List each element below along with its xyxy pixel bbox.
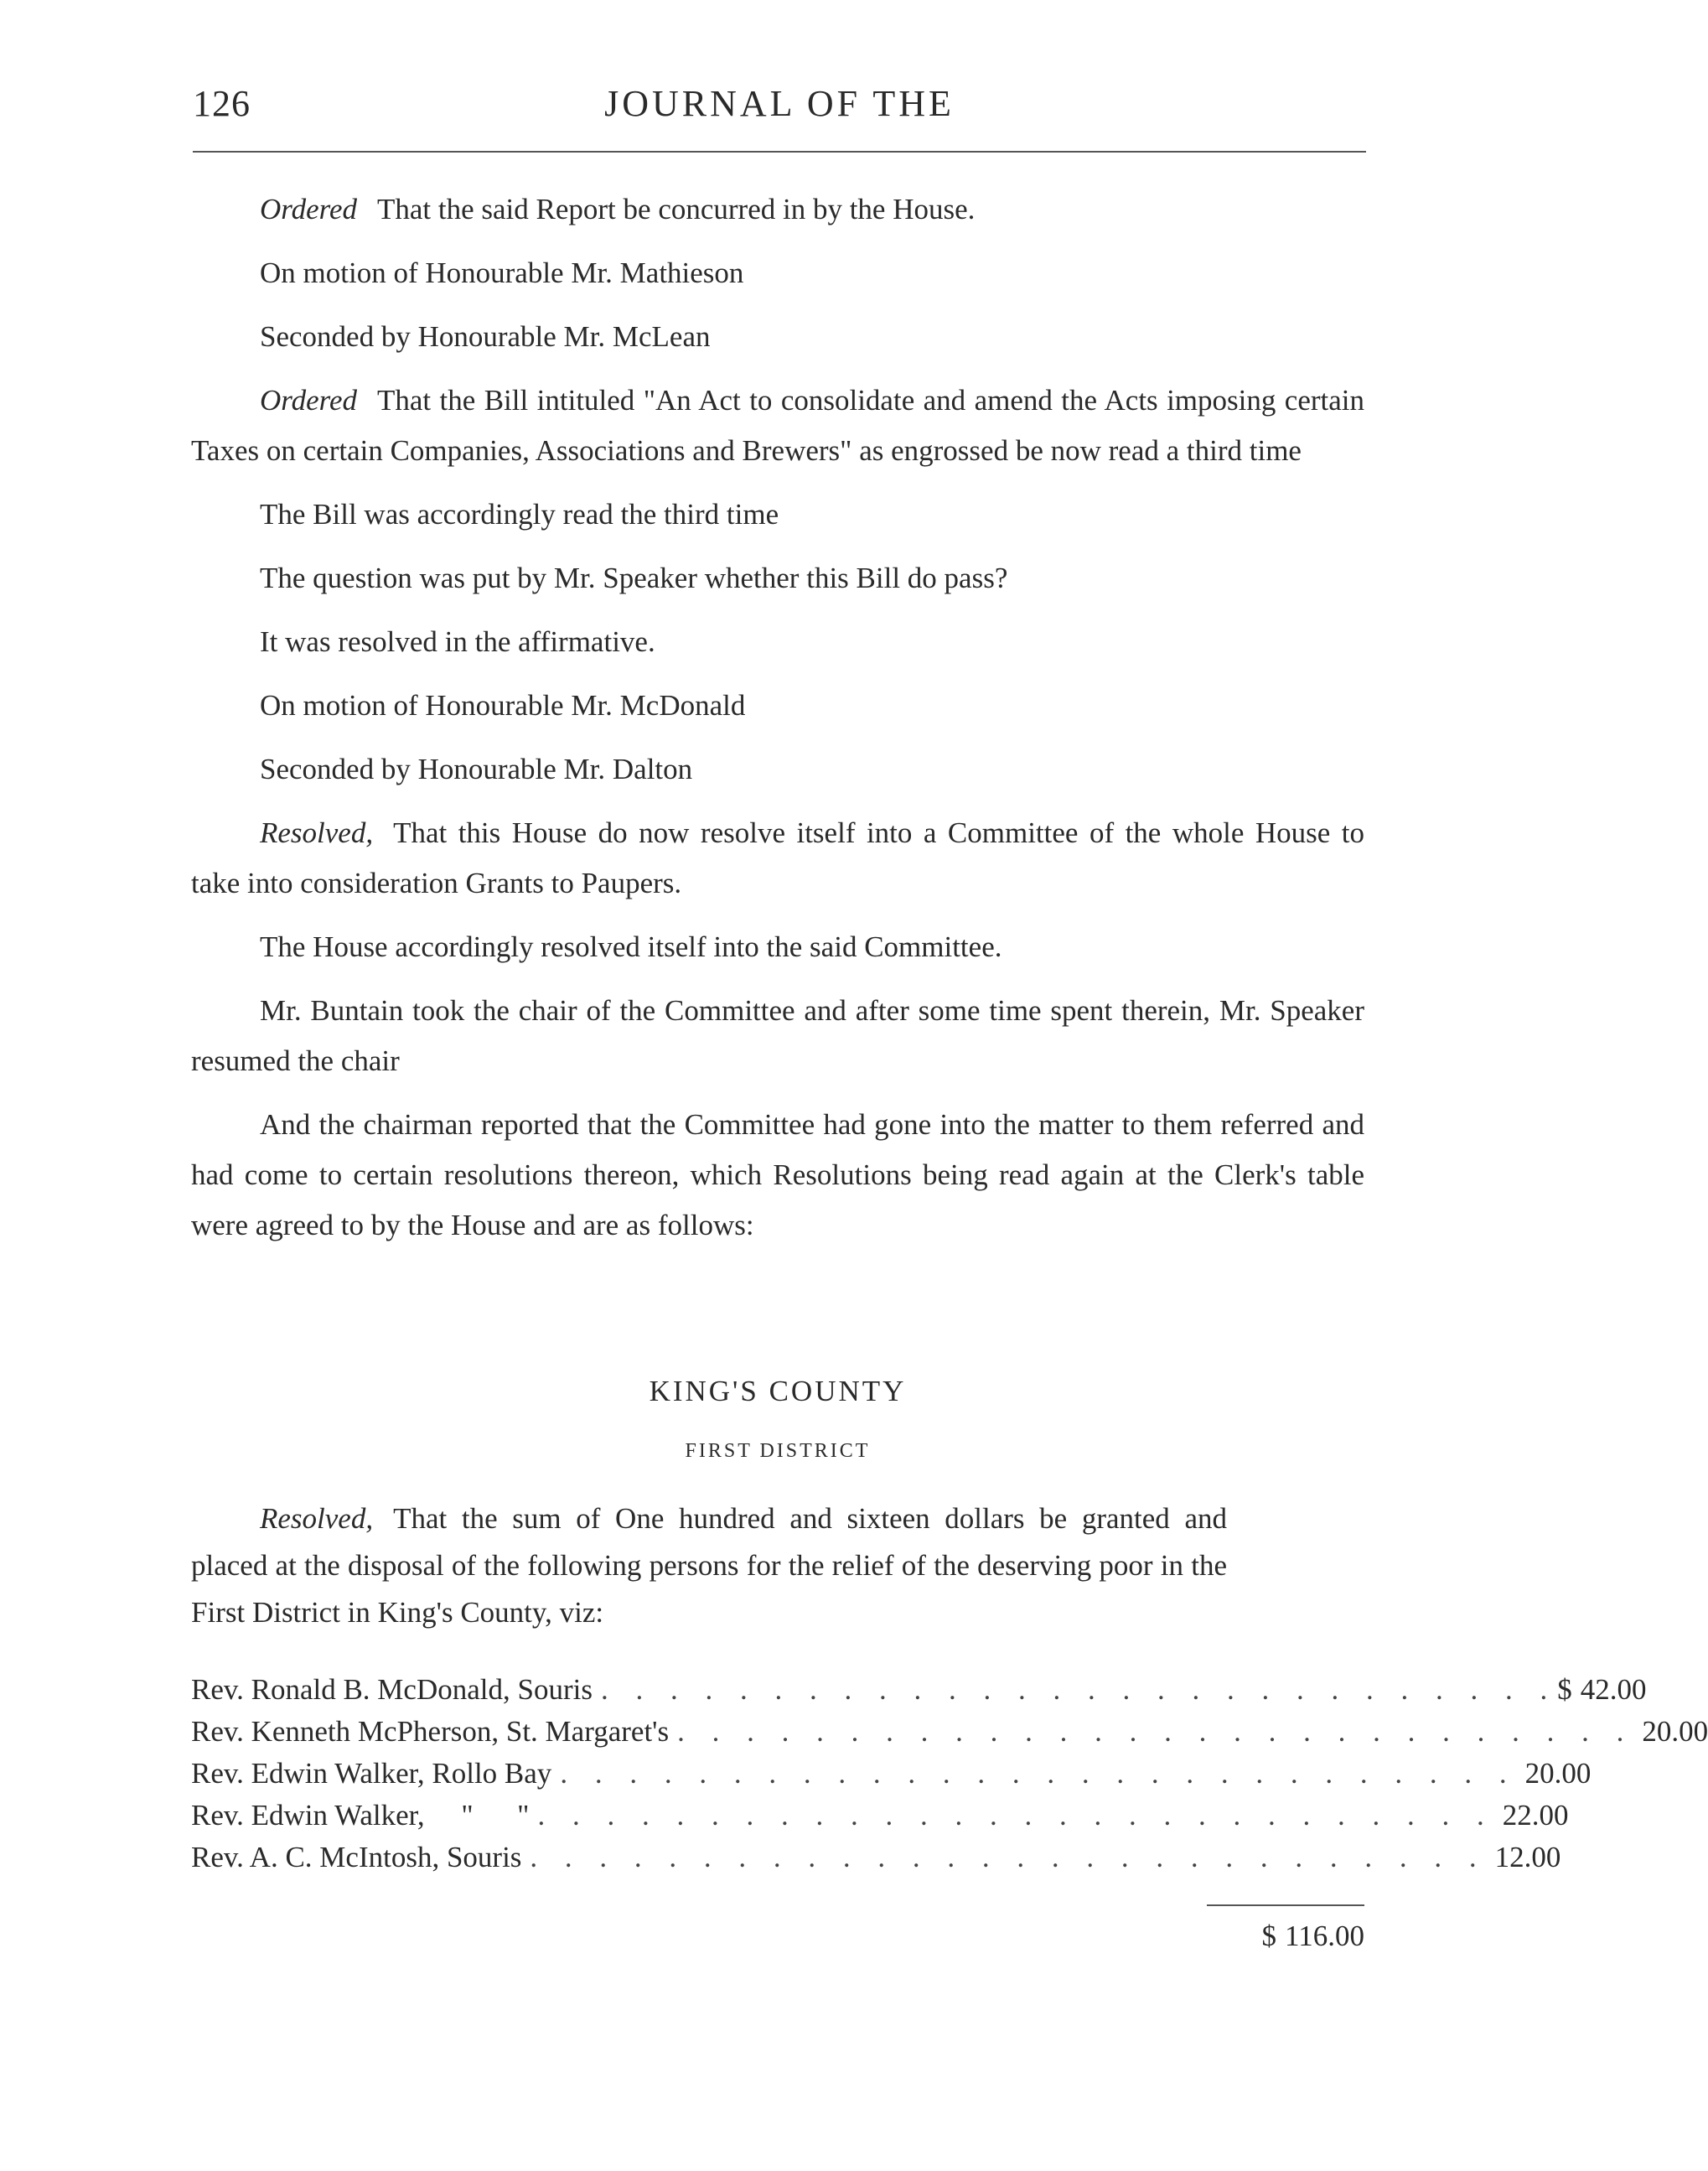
header-rule bbox=[193, 151, 1366, 153]
paragraph-text: Seconded by Honourable Mr. Dalton bbox=[260, 753, 693, 785]
grant-recipient: Rev. A. C. McIntosh, Souris bbox=[191, 1841, 522, 1873]
grant-recipient: Rev. Ronald B. McDonald, Souris bbox=[191, 1673, 593, 1706]
list-item bbox=[191, 1757, 1592, 1799]
currency-sign: $ bbox=[1557, 1673, 1572, 1706]
paragraph-lead: Ordered bbox=[260, 193, 357, 225]
section-title: KING'S COUNTY bbox=[649, 1375, 907, 1407]
list-item bbox=[191, 1841, 1561, 1883]
paragraph-text: On motion of Honourable Mr. McDonald bbox=[260, 689, 746, 722]
grant-amount: 22.00 bbox=[1502, 1799, 1569, 1832]
paragraph bbox=[191, 553, 1364, 604]
paragraph-text: That the Bill intituled "An Act to consolidate and amend the Acts imposing certain Taxes on certain Companies, Associations and Brewers" as engrossed be now read a third time bbox=[191, 384, 1364, 467]
paragraph bbox=[191, 922, 1364, 972]
running-head: JOURNAL OF THE bbox=[604, 83, 955, 124]
resolution-text: That the sum of One hundred and sixteen dollars be granted and placed at the disposal of the following persons for the relief of the deserving poor in the First District in King's County, viz: bbox=[191, 1502, 1227, 1629]
grant-amount-cell bbox=[1633, 1715, 1708, 1749]
dot-leader: . . . . . . . . . . . . . . . . . . . . . . . . . . . . bbox=[677, 1715, 1634, 1748]
paragraph bbox=[191, 1100, 1364, 1251]
grant-amount-cell bbox=[1487, 1841, 1561, 1874]
list-item bbox=[191, 1715, 1708, 1757]
paragraph-text: It was resolved in the affirmative. bbox=[260, 625, 655, 658]
grant-amount: 42.00 bbox=[1580, 1673, 1647, 1706]
grant-recipient: Rev. Kenneth McPherson, St. Margaret's bbox=[191, 1715, 670, 1748]
dot-leader: . . . . . . . . . . . . . . . . . . . . . . . . . . . . bbox=[537, 1799, 1494, 1832]
paragraph bbox=[191, 312, 1364, 362]
paragraph bbox=[191, 744, 1364, 795]
grant-amount-cell bbox=[1494, 1799, 1569, 1832]
paragraph bbox=[191, 248, 1364, 298]
paragraph-text: The House accordingly resolved itself into the said Committee. bbox=[260, 930, 1002, 963]
subsection-title: FIRST DISTRICT bbox=[685, 1440, 871, 1462]
grant-amount-cell bbox=[1557, 1673, 1646, 1707]
dot-leader: . . . . . . . . . . . . . . . . . . . . . . . . . . . . bbox=[600, 1673, 1558, 1706]
paragraph bbox=[191, 184, 1364, 235]
paragraph-text: Seconded by Honourable Mr. McLean bbox=[260, 320, 711, 353]
grant-recipient: Rev. Edwin Walker, " " bbox=[191, 1799, 530, 1832]
page-header bbox=[193, 82, 1366, 141]
grant-recipient: Rev. Edwin Walker, Rollo Bay bbox=[191, 1757, 552, 1790]
paragraph bbox=[191, 808, 1364, 909]
grants-list bbox=[191, 1673, 1708, 1883]
dot-leader: . . . . . . . . . . . . . . . . . . . . . . . . . . . . bbox=[560, 1757, 1517, 1790]
grant-amount: 20.00 bbox=[1524, 1757, 1592, 1790]
paragraph bbox=[191, 376, 1364, 476]
paragraph-text: That this House do now resolve itself into a Committee of the whole House to take into consideration Grants to Paupers. bbox=[191, 816, 1364, 899]
total-rule bbox=[1207, 1904, 1364, 1906]
paragraph-text: The Bill was accordingly read the third time bbox=[260, 498, 779, 531]
paragraph bbox=[191, 986, 1364, 1086]
list-item bbox=[191, 1673, 1647, 1715]
resolution-paragraph bbox=[191, 1495, 1227, 1636]
paragraph-text: Mr. Buntain took the chair of the Committee and after some time spent therein, Mr. Speaker resumed the chair bbox=[191, 994, 1364, 1077]
paragraph bbox=[191, 490, 1364, 540]
journal-body bbox=[191, 184, 1364, 1264]
paragraph-text: On motion of Honourable Mr. Mathieson bbox=[260, 256, 744, 289]
grant-amount-cell bbox=[1517, 1757, 1592, 1790]
paragraph-text: That the said Report be concurred in by the House. bbox=[377, 193, 976, 225]
page-number: 126 bbox=[193, 83, 251, 124]
list-item bbox=[191, 1799, 1569, 1841]
paragraph-lead: Ordered bbox=[260, 384, 357, 417]
currency-sign: $ bbox=[1261, 1920, 1277, 1952]
paragraph-text: The question was put by Mr. Speaker whether this Bill do pass? bbox=[260, 562, 1008, 594]
paragraph-lead: Resolved, bbox=[260, 816, 374, 849]
grant-amount: 20.00 bbox=[1642, 1715, 1708, 1748]
paragraph bbox=[191, 617, 1364, 667]
grant-amount: 12.00 bbox=[1494, 1841, 1561, 1873]
paragraph-text: And the chairman reported that the Committee had gone into the matter to them referred and had come to certain resolutions thereon, which Resolutions being read again at the Clerk's table were agreed to by the House and are as follows: bbox=[191, 1108, 1364, 1241]
grant-total bbox=[1173, 1920, 1364, 1953]
dot-leader: . . . . . . . . . . . . . . . . . . . . . . . . . . . . bbox=[530, 1841, 1487, 1873]
total-amount: 116.00 bbox=[1285, 1920, 1364, 1952]
resolution-lead: Resolved, bbox=[260, 1502, 374, 1535]
paragraph bbox=[191, 681, 1364, 731]
